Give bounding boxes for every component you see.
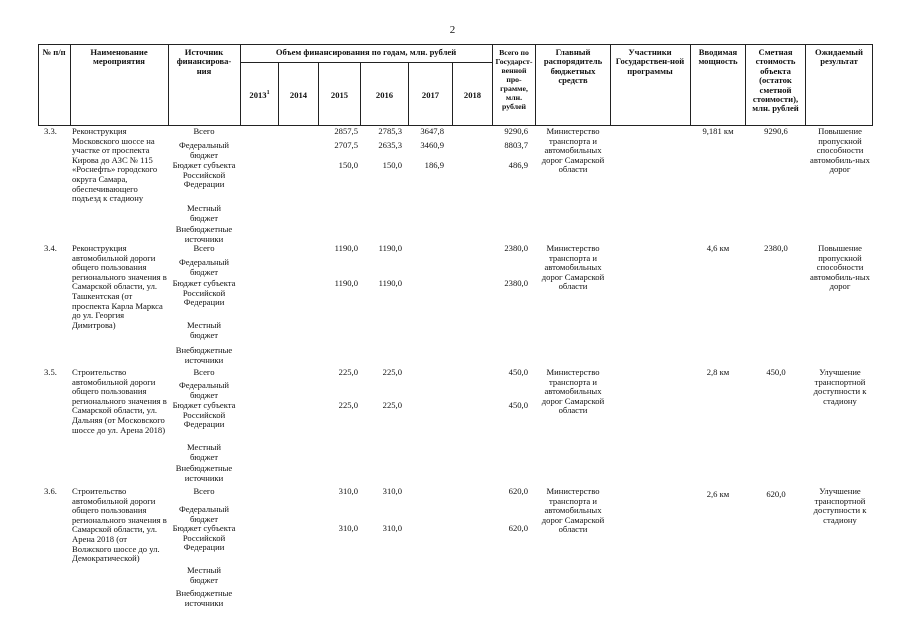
source-extrabudget: Внебюджетные источники [175,588,233,608]
year-2017: 2017 [421,90,440,100]
header-total: Всего по Государст-венной про-грамме, млн. рублей [495,48,533,111]
value-total: 450,0 [508,367,528,377]
row-number: 3.6. [44,486,57,496]
source-regional: Бюджет субъекта Российской Федерации [172,278,236,308]
header-number: № п/п [42,47,66,57]
col-line-4 [492,44,493,126]
header-result: Ожидаемый результат [815,47,863,67]
source-local: Местный бюджет [186,442,222,462]
value-total-regional: 2380,0 [504,278,528,288]
source-extrabudget: Внебюджетные источники [175,224,233,244]
value-total: 2380,0 [504,243,528,253]
value-2015-federal: 2707,5 [334,140,358,150]
source-local: Местный бюджет [186,203,222,223]
source-local: Местный бюджет [186,565,222,585]
value-2015-total: 1190,0 [334,243,358,253]
capacity: 9,181 км [702,126,734,136]
admin: Министерство транспорта и автомобильных дорог Самарской области [541,243,605,292]
col-line-10 [872,44,873,126]
header-bottom-border [38,125,873,126]
source-total: Всего [193,126,215,136]
expected-result: Улучшение транспортной доступности к стадиону [813,367,867,406]
value-total-regional: 450,0 [508,400,528,410]
capacity: 2,8 км [706,367,730,377]
estimate: 9290,6 [764,126,788,136]
value-2017-total: 3647,8 [420,126,444,136]
row-number: 3.5. [44,367,57,377]
col-line-6 [610,44,611,126]
source-regional: Бюджет субъекта Российской Федерации [172,523,236,553]
row-name: Реконструкция автомобильной дороги общего пользования регионального значения в Самарской области, ул. Ташкентская (от проспекта Карла Маркса до ул. Георгия Димитрова) [72,243,167,330]
value-total: 9290,6 [504,126,528,136]
header-source: Источник финансирова-ния [176,47,232,76]
source-total: Всего [193,243,215,253]
value-2016-regional: 225,0 [338,400,358,410]
value-total-regional: 486,9 [508,160,528,170]
estimate: 2380,0 [764,243,788,253]
expected-result: Улучшение транспортной доступности к стадиону [813,486,867,525]
source-federal: Федеральный бюджет [178,504,230,524]
source-total: Всего [193,486,215,496]
year-2015: 2015 [330,90,349,100]
row-number: 3.3. [44,126,57,136]
year-2016: 2016 [375,90,394,100]
admin: Министерство транспорта и автомобильных дорог Самарской области [541,367,605,416]
value-2015-regional: 1190,0 [334,278,358,288]
table-top-border [38,44,873,45]
source-federal: Федеральный бюджет [178,380,230,400]
expected-result: Повышение пропускной способности автомобиль-ных дорог [810,126,870,175]
col-line-1 [70,44,71,126]
value-2016-federal: 2635,3 [378,140,402,150]
source-federal: Федеральный бюджет [178,257,230,277]
value-2016-total: 310,0 [338,486,358,496]
value-2017-regional: 310,0 [382,523,402,533]
value-2017-regional: 225,0 [382,400,402,410]
source-extrabudget: Внебюджетные источники [175,345,233,365]
value-2017-regional: 186,9 [424,160,444,170]
value-2015-regional: 150,0 [338,160,358,170]
value-total: 620,0 [508,486,528,496]
page-number: 2 [449,24,456,36]
value-2015-total: 2857,5 [334,126,358,136]
source-federal: Федеральный бюджет [178,140,230,160]
col-line-5 [535,44,536,126]
source-regional: Бюджет субъекта Российской Федерации [172,160,236,190]
col-line-8 [745,44,746,126]
source-extrabudget: Внебюджетные источники [175,463,233,483]
header-volume: Объем финансирования по годам, млн. рублей [275,47,457,57]
year-2018: 2018 [463,90,482,100]
value-2016-regional: 310,0 [338,523,358,533]
value-2017-total: 225,0 [382,367,402,377]
expected-result: Повышение пропускной способности автомобиль-ных дорог [810,243,870,292]
estimate: 450,0 [766,367,786,377]
source-regional: Бюджет субъекта Российской Федерации [172,400,236,430]
header-estimate: Сметная стоимость объекта (остаток сметной стоимости), млн. рублей [752,47,799,114]
value-2017-total: 310,0 [382,486,402,496]
admin: Министерство транспорта и автомобильных дорог Самарской области [541,126,605,175]
value-total-regional: 620,0 [508,523,528,533]
source-total: Всего [193,367,215,377]
col-line-9 [805,44,806,126]
row-number: 3.4. [44,243,57,253]
capacity: 4,6 км [706,243,730,253]
col-line-0 [38,44,39,126]
year-2014: 2014 [289,90,308,100]
col-line-7 [690,44,691,126]
source-local: Местный бюджет [186,320,222,340]
value-2016-total: 225,0 [338,367,358,377]
row-name: Строительство автомобильной дороги общего пользования регионального значения в Самарской области, ул. Дальняя (от Московского шоссе до ул. Арена 2018) [72,367,167,435]
value-2016-total: 2785,3 [378,126,402,136]
value-2016-total: 1190,0 [378,243,402,253]
row-name: Строительство автомобильной дороги общего пользования регионального значения в Самарской области, ул. Арена 2018 (от Волжского шоссе до ул. Демократической) [72,486,167,564]
header-participants: Участники Государствен-ной программы [615,47,685,76]
col-line-3 [240,44,241,126]
estimate: 620,0 [766,489,786,499]
value-2017-federal: 3460,9 [420,140,444,150]
value-2016-regional: 1190,0 [378,278,402,288]
header-admin: Главный распорядитель бюджетных средств [543,47,603,86]
header-name: Наименование мероприятия [90,47,148,67]
value-total-federal: 8803,7 [504,140,528,150]
year-2013: 2013$^1$ [249,90,270,100]
col-line-2 [168,44,169,126]
value-2016-regional: 150,0 [382,160,402,170]
row-name: Реконструкция Московского шоссе на участке от проспекта Кирова до АЗС № 115 «Роснефть» городского округа Самара, обеспечивающего подъезд к стадиону [72,126,158,204]
admin: Министерство транспорта и автомобильных дорог Самарской области [541,486,605,535]
header-capacity: Вводимая мощность [698,47,738,67]
capacity: 2,6 км [706,489,730,499]
